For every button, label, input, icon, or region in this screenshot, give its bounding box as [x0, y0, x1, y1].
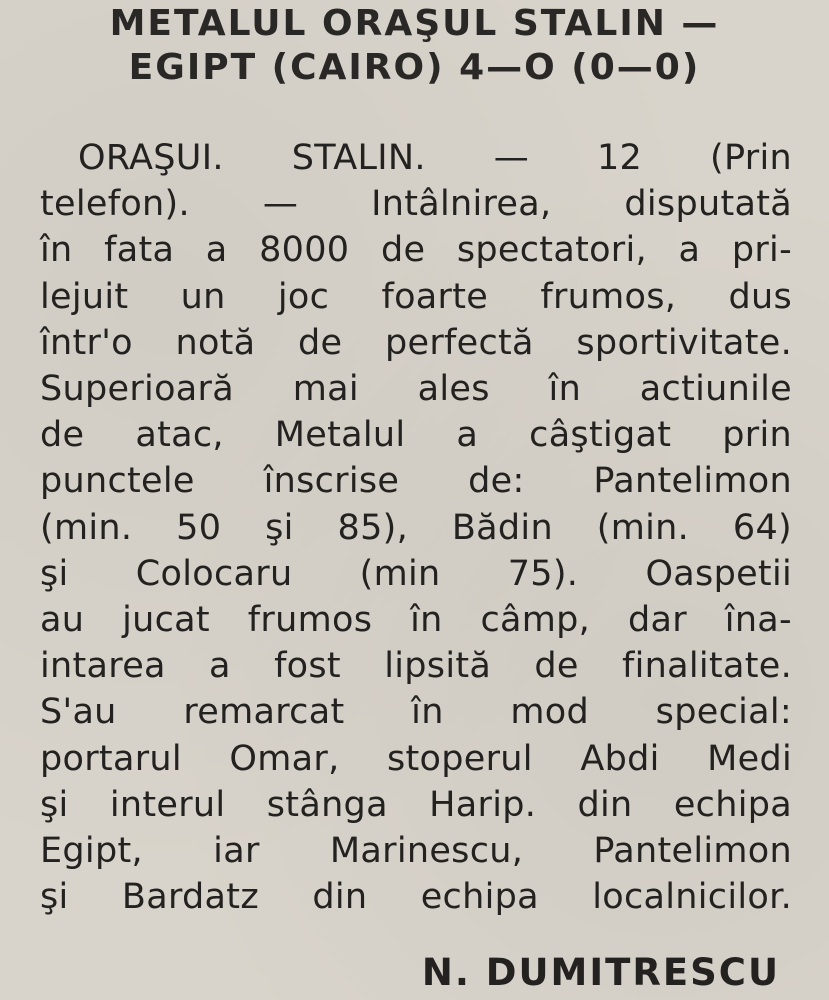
article-line: telefon). — Intâlnirea, disputată	[40, 184, 792, 224]
headline-line-1: METALUL ORAŞUL STALIN —	[109, 3, 720, 44]
article-line: Superioară mai ales în actiunile	[40, 369, 792, 409]
article-line: portarul Omar, stoperul Abdi Medi	[40, 739, 792, 779]
article-line: au jucat frumos în câmp, dar îna-	[40, 600, 792, 640]
article-line: punctele înscrise de: Pantelimon	[40, 461, 792, 501]
article-line: şi Colocaru (min 75). Oaspetii	[40, 554, 792, 594]
headline-line-2: EGIPT (CAIRO) 4—O (0—0)	[128, 47, 701, 88]
article-line: şi Bardatz din echipa localnicilor.	[40, 877, 792, 917]
article-line: intarea a fost lipsită de finalitate.	[40, 646, 792, 686]
article-line: (min. 50 şi 85), Bădin (min. 64)	[40, 508, 792, 548]
article-line: într'o notă de perfectă sportivitate.	[40, 323, 792, 363]
article-line: ORAŞUI. STALIN. — 12 (Prin	[78, 138, 792, 178]
article-line: S'au remarcat în mod special:	[40, 692, 792, 732]
article-line: lejuit un joc foarte frumos, dus	[40, 277, 792, 317]
article-line: în fata a 8000 de spectatori, a pri-	[40, 230, 792, 270]
article-line: Egipt, iar Marinescu, Pantelimon	[40, 831, 792, 871]
article-line: şi interul stânga Harip. din echipa	[40, 785, 792, 825]
article-line: de atac, Metalul a câştigat prin	[40, 415, 792, 455]
author-byline: N. DUMITRESCU	[421, 951, 780, 994]
